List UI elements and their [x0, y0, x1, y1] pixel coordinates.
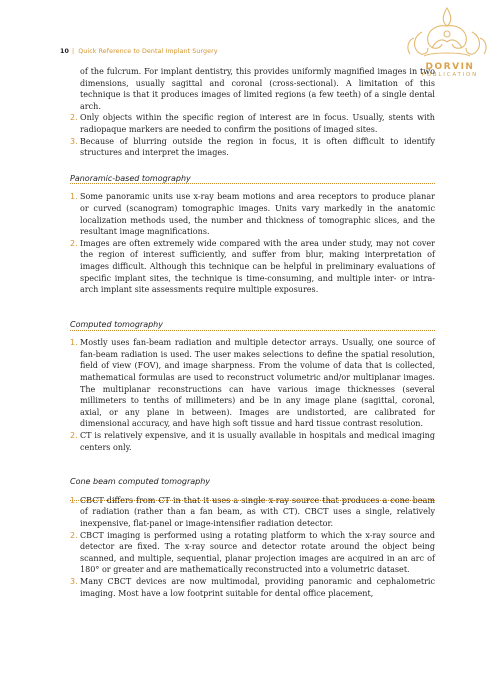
section-divider [70, 183, 435, 184]
item-number: 2. [70, 238, 78, 248]
item-text: Because of blurring outside the region in focus, it is often difficult to identify structures and interpret the images. [80, 136, 435, 158]
cbct-list [70, 495, 435, 599]
ct-list [70, 337, 435, 453]
list-item [70, 430, 435, 453]
logo-subtext: PUBLICATION [421, 72, 479, 78]
item-text: Only objects within the specific region of interest are in focus. Usually, stents with radiopaque markers are needed to confirm the positions of imaged sites. [80, 113, 435, 134]
item-number: 1. [70, 192, 78, 202]
section-heading-cbct: Cone beam computed tomography [70, 477, 211, 487]
item-text: Images are often extremely wide compared with the area under study, may not cover the region of interest sufficiently, and suffer from blur, making interpretation of images difficult. Although this technique can be helpful in preliminary evaluations of specific implant sites, the technique is time-consuming, and multiple inter- or intra-arch implant site assessments require multiple exposures. [80, 238, 435, 295]
item-text: CBCT differs from CT in that it uses a single x-ray source that produces a cone beam of radiation (rather than a fan beam, as with CT). CBCT uses a single, relatively inexpensive, flat-panel or image-intensifier radiation detector. [80, 495, 435, 528]
list-item [70, 191, 435, 237]
continuation-paragraph: of the fulcrum. For implant dentistry, this provides uniformly magnified images in two dimensions, usually sagittal and coronal (cross-sectional). A limitation of this technique is that it produces images of limited regions (a few teeth) of a single dental arch. [80, 67, 435, 111]
item-text: Many CBCT devices are now multimodal, providing panoramic and cephalometric imaging. Most have a low footprint suitable for dental office placement, [80, 576, 435, 598]
list-item [70, 136, 435, 159]
item-text: Some panoramic units use x-ray beam motions and area receptors to produce planar or curved (scanogram) tomographic images. Units vary markedly in the anatomic localization methods used, the number and thickness of tomographic slices, and the resultant image magnifications. [80, 192, 435, 237]
item-number: 2. [70, 530, 78, 540]
logo-name: DORVIN [425, 62, 475, 72]
page-body [70, 66, 435, 599]
item-number: 3. [70, 576, 78, 586]
item-text: Mostly uses fan-beam radiation and multiple detector arrays. Usually, one source of fan-beam radiation is used. The user makes selections to define the spatial resolution, field of view (FOV), and image sharpness. From the volume of data that is collected, mathematical formulas are used to reconstruct volumetric and/or multiplanar images. The multiplanar reconstructions can have various image thicknesses (several millimeters to tenths of millimeters) and be in any image plane (sagittal, coronal, axial, or any plane in between). Images are undistorted, are calibrated for dimensional accuracy, and have high soft tissue and hard tissue contrast resolution. [80, 338, 435, 429]
running-header [60, 48, 440, 55]
list-item [70, 337, 435, 430]
list-item [70, 112, 435, 135]
item-text: CBCT imaging is performed using a rotating platform to which the x-ray source and detector are fixed. The x-ray source and detector rotate around the object being scanned, and multiple, sequential, planar projection images are acquired in an arc of 180° or greater and are mathematically reconstructed into a volumetric dataset. [80, 530, 435, 575]
section-divider [70, 330, 435, 331]
list-item [70, 530, 435, 576]
page-number: 10 [60, 48, 69, 55]
item-number: 2. [70, 113, 78, 123]
section-heading-panoramic: Panoramic-based tomography [70, 173, 191, 183]
list-item [70, 576, 435, 599]
header-separator: | [71, 48, 75, 55]
item-text: CT is relatively expensive, and it is usually available in hospitals and medical imaging centers only. [80, 431, 435, 452]
intro-list [70, 112, 435, 158]
item-number: 2. [70, 431, 78, 441]
section-divider [70, 500, 435, 501]
list-item [70, 238, 435, 296]
item-number: 1. [70, 495, 78, 505]
panoramic-list [70, 191, 435, 295]
running-title: Quick Reference to Dental Implant Surgery [78, 48, 218, 55]
item-number: 3. [70, 136, 78, 146]
item-number: 1. [70, 338, 78, 348]
section-heading-ct: Computed tomography [70, 319, 163, 329]
